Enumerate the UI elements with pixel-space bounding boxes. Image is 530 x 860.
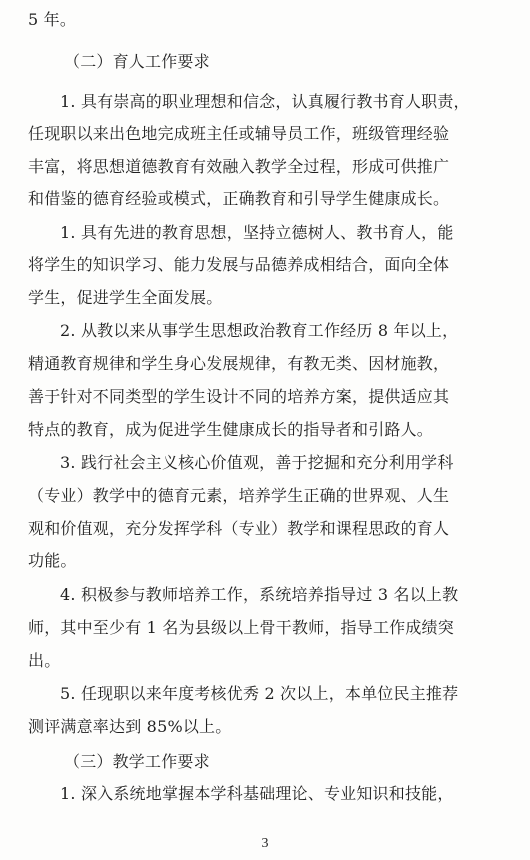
text-line: 1. 具有崇高的职业理想和信念，认真履行教书育人职责， xyxy=(60,92,470,111)
section-heading: （三）教学工作要求 xyxy=(64,752,210,771)
text-line: 出。 xyxy=(28,651,61,670)
section-heading: （二）育人工作要求 xyxy=(64,52,210,71)
text-line: 和借鉴的德育经验或模式，正确教育和引导学生健康成长。 xyxy=(28,189,450,208)
text-line: 1. 具有先进的教育思想，坚持立德树人、教书育人，能 xyxy=(60,223,454,242)
page-number: 3 xyxy=(261,836,269,851)
text-line: 测评满意率达到 85%以上。 xyxy=(28,717,232,736)
text-line: 4. 积极参与教师培养工作，系统培养指导过 3 名以上教 xyxy=(60,585,459,604)
text-line: 将学生的知识学习、能力发展与品德养成相结合，面向全体 xyxy=(28,255,450,274)
text-line: 精通教育规律和学生身心发展规律，有教无类、因材施教， xyxy=(28,354,450,373)
text-line: 丰富，将思想道德教育有效融入教学全过程，形成可供推广 xyxy=(28,157,450,176)
text-line: 2. 从教以来从事学生思想政治教育工作经历 8 年以上， xyxy=(60,321,459,340)
text-line: 任现职以来出色地完成班主任或辅导员工作，班级管理经验 xyxy=(28,124,450,143)
text-line: 学生，促进学生全面发展。 xyxy=(28,288,223,307)
text-line: 1. 深入系统地掌握本学科基础理论、专业知识和技能， xyxy=(60,784,454,803)
text-line: 功能。 xyxy=(28,551,77,570)
text-line: 3. 践行社会主义核心价值观，善于挖掘和充分利用学科 xyxy=(60,453,454,472)
text-line: 5 年。 xyxy=(28,10,77,29)
text-line: （专业）教学中的德育元素，培养学生正确的世界观、人生 xyxy=(28,486,450,505)
text-line: 善于针对不同类型的学生设计不同的培养方案，提供适应其 xyxy=(28,387,450,406)
text-line: 特点的教育，成为促进学生健康成长的指导者和引路人。 xyxy=(28,420,434,439)
text-line: 5. 任现职以来年度考核优秀 2 次以上，本单位民主推荐 xyxy=(60,684,459,703)
text-line: 观和价值观，充分发挥学科（专业）教学和课程思政的育人 xyxy=(28,519,450,538)
text-line: 师，其中至少有 1 名为县级以上骨干教师，指导工作成绩突 xyxy=(28,618,454,637)
